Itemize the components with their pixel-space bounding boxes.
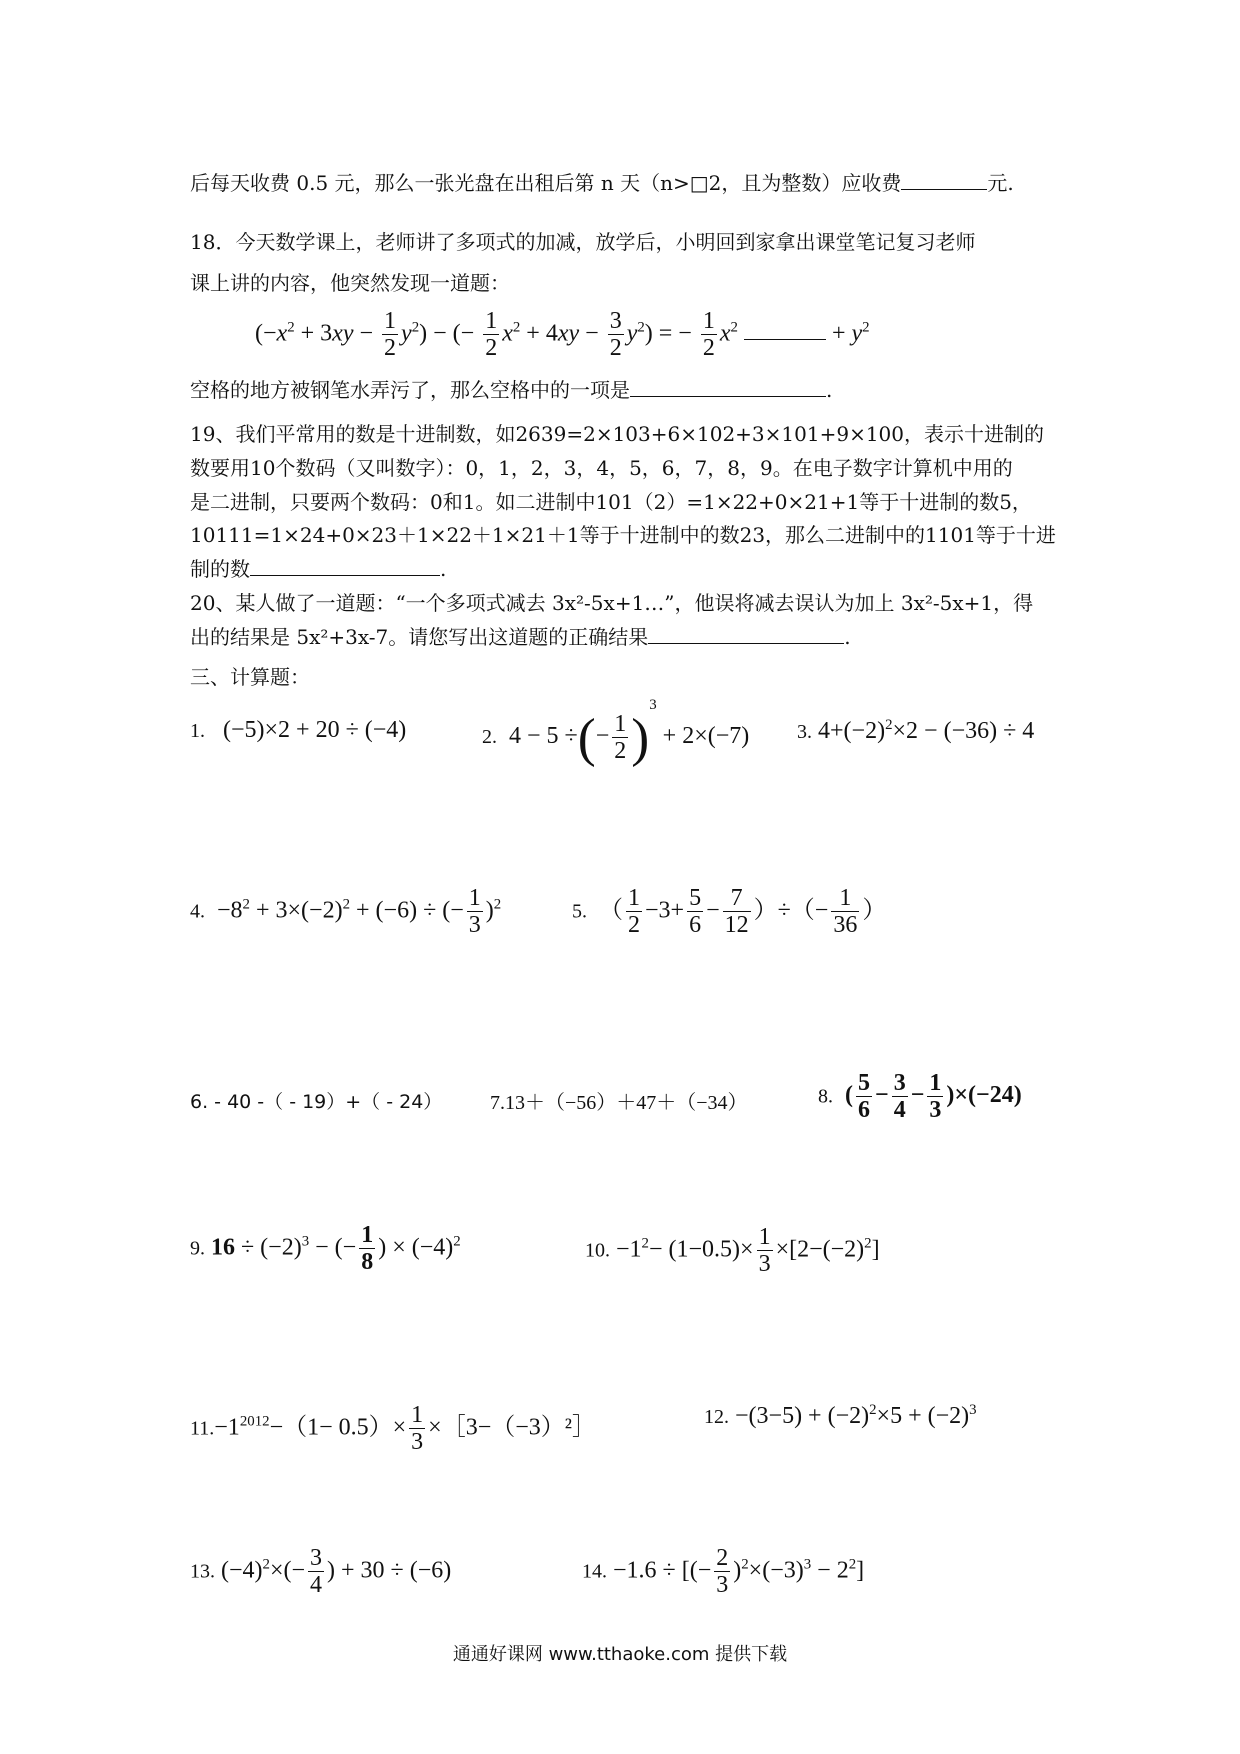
problem-9: 9. $16 \div (-2)^3$ − (− $\frac{1}{8}$ ) × $(-4)^2$	[190, 1222, 461, 1276]
answer-blank-20[interactable]	[648, 625, 844, 644]
q20-line2: 出的结果是 5x²+3x-7。请您写出这道题的正确结果 .	[190, 625, 851, 649]
problem-7: 7.13＋（−56）＋47＋（−34）	[490, 1092, 748, 1114]
q19-line5: 制的数 .	[190, 557, 447, 581]
problem-13: 13. $(-4)^2\times(-$ $\frac{3}{4}$ ) + 30 ÷ (−6)	[190, 1545, 452, 1599]
q19-line3: 是二进制，只要两个数码：0和1。如二进制中101（2）=1×22+0×21+1等于十进制的数5，	[190, 490, 1032, 514]
section-heading-calculation: 三、计算题：	[190, 665, 310, 689]
answer-blank-18[interactable]	[630, 378, 826, 397]
problem-5: 5. （ $\frac{1}{2}$ −3+ $\frac{5}{6}$ − $\frac{7}{12}$ ）÷（− $\frac{1}{36}$ ）	[572, 885, 887, 939]
problem-14: 14. −1.6 ÷ [(− $\frac{2}{3}$ )$^2\times(-3)^3 - 2^2$]	[582, 1545, 865, 1599]
ink-blank-18[interactable]	[744, 321, 826, 340]
answer-blank-17[interactable]	[901, 171, 987, 190]
q19-line2: 数要用10个数码（又叫数字）：0，1，2，3，4，5，6，7，8，9。在电子数字计算机中用的	[190, 456, 1013, 480]
problem-11: $11.-1^{2012}-(1- 0.5)\times$ $\frac{1}{3}$ ×［3−（−3）²］	[190, 1402, 596, 1456]
q18-line1: 18．今天数学课上，老师讲了多项式的加减，放学后，小明回到家拿出课堂笔记复习老师	[190, 230, 976, 254]
problem-4: 4. $-8^2 + 3\times(-2)^2 + (-6)$ ÷ (− $\frac{1}{3}$ )$^2$	[190, 885, 502, 939]
footer-credit: 通通好课网 www.tthaoke.com 提供下载	[452, 1644, 788, 1665]
q18-equation: ($-x^2 + 3xy$ − $\frac{1}{2}$ $y^2$) − (− $\frac{1}{2}$ $x^2 + 4xy$ − $\frac{3}{2}$ $y^2$) = − $\frac{1}{2}$ $x^2 + y^2$	[255, 308, 870, 362]
q18-line2: 课上讲的内容，他突然发现一道题：	[190, 271, 510, 295]
problem-3: 3. $4+(-2)^2\times 2 - (-36) \div 4$	[797, 717, 1035, 744]
problem-8: 8. ( $\frac{5}{6}$ − $\frac{3}{4}$ − $\frac{1}{3}$ )×(−24)	[818, 1070, 1022, 1124]
problem-10: 10. $-1^2- (1-0.5)\times$ $\frac{1}{3}$ $\times[2-(-2)^2]$	[585, 1224, 880, 1278]
answer-blank-19[interactable]	[250, 557, 440, 576]
problem-1: 1. (−5)×2 + 20 ÷ (−4)	[190, 717, 407, 743]
q20-line1: 20、某人做了一道题：“一个多项式减去 3x²-5x+1…”，他误将减去误认为加上 3x²-5x+1，得	[190, 591, 1034, 615]
q17-line: 后每天收费 0.5 元，那么一张光盘在出租后第 n 天（n>□2，且为整数）应收费 元.	[190, 171, 1014, 195]
q19-line1: 19、我们平常用的数是十进制数，如2639=2×103+6×102+3×101+9×100，表示十进制的	[190, 422, 1045, 446]
problem-6: 6. - 40 -（ - 19）+（ - 24）	[190, 1091, 443, 1113]
q19-line4: 10111=1×24+0×23＋1×22＋1×21＋1等于十进制中的数23，那么二进制中的1101等于十进	[190, 523, 1056, 547]
q18-line3: 空格的地方被钢笔水弄污了，那么空格中的一项是 .	[190, 378, 833, 402]
problem-2: 2. 4 − 5 ÷(− $\frac{1}{2}$ )$^3$ + 2×(−7)	[482, 697, 750, 768]
problem-12: 12. $-(3-5) + (-2)^2\times 5 + (-2)^3$	[704, 1402, 977, 1429]
